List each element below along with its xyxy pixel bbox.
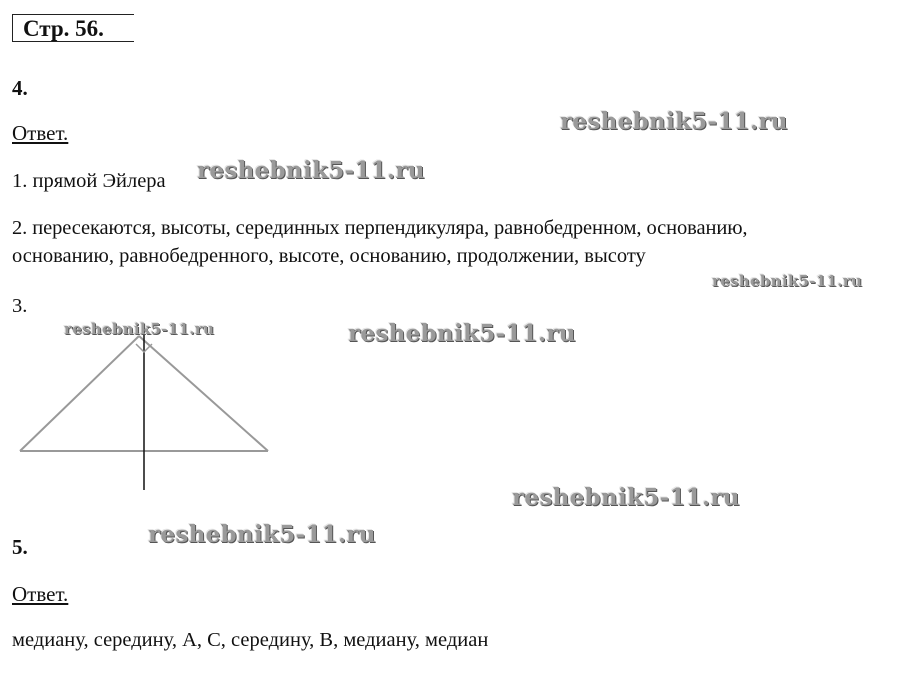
task-5-answer-text: медиану, середину, A, C, середину, B, медиану, медиан — [12, 629, 489, 651]
task-4-number: 4. — [12, 76, 28, 100]
watermark: reshebnik5-11.ru — [348, 320, 576, 347]
task-4-item-3: 3. — [12, 295, 28, 317]
watermark: reshebnik5-11.ru — [197, 157, 425, 184]
page-header — [12, 14, 134, 42]
task-4-answer-label: Ответ. — [12, 121, 69, 145]
task-5-answer-label: Ответ. — [12, 582, 69, 606]
watermark: reshebnik5-11.ru — [512, 484, 740, 511]
watermark: reshebnik5-11.ru — [560, 108, 788, 135]
task-5-number: 5. — [12, 535, 28, 559]
page-title: Стр. 56. — [23, 16, 104, 41]
triangle-right-side — [139, 336, 268, 451]
task-4-item-2-line-1: 2. пересекаются, высоты, серединных перпендикуляра, равнобедренном, основанию, — [12, 217, 748, 239]
triangle-left-side — [20, 336, 139, 451]
watermark: reshebnik5-11.ru — [148, 521, 376, 548]
watermark: reshebnik5-11.ru — [64, 320, 215, 338]
task-4-item-2-line-2: основанию, равнобедренного, высоте, основанию, продолжении, высоту — [12, 245, 646, 267]
watermark: reshebnik5-11.ru — [712, 272, 863, 290]
task-4-item-1: 1. прямой Эйлера — [12, 170, 166, 192]
